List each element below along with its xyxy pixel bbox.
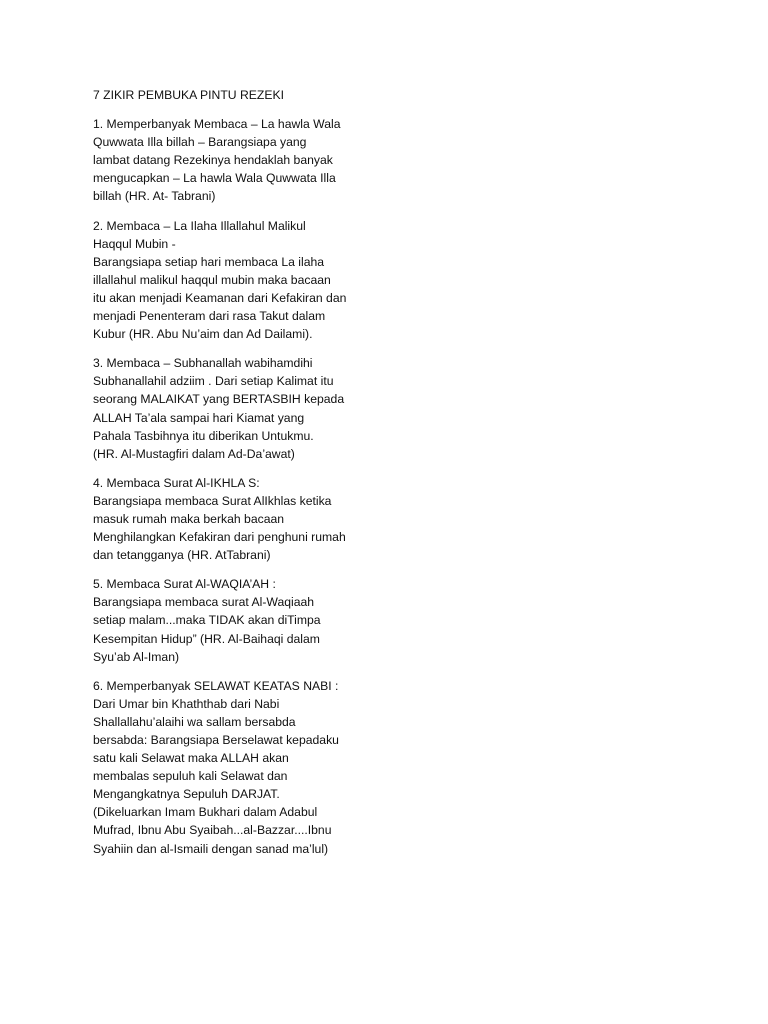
text-line: billah (HR. At- Tabrani) xyxy=(93,189,216,204)
document-body xyxy=(93,86,383,869)
text-line: 3. Membaca – Subhanallah wabihamdihi xyxy=(93,356,313,371)
text-line: seorang MALAIKAT yang BERTASBIH kepada xyxy=(93,392,345,407)
text-line: bersabda: Barangsiapa Berselawat kepadaku xyxy=(93,733,339,747)
text-line: menjadi Penenteram dari rasa Takut dalam xyxy=(93,309,326,324)
text-line: Kesempitan Hidup” (HR. Al-Baihaqi dalam xyxy=(93,631,320,646)
text-line: masuk rumah maka berkah bacaan xyxy=(93,511,285,526)
text-line: illallahul malikul haqqul mubin maka bacaan xyxy=(93,272,331,287)
zikir-item-1 xyxy=(93,115,383,205)
text-line: Menghilangkan Kefakiran dari penghuni rumah xyxy=(93,530,346,545)
text-line: Pahala Tasbihnya itu diberikan Untukmu. xyxy=(93,428,314,443)
text-line: ALLAH Ta’ala sampai hari Kiamat yang xyxy=(93,410,305,425)
text-line: Mufrad, Ibnu Abu Syaibah...al-Bazzar....Ibnu xyxy=(93,823,332,838)
text-line: itu akan menjadi Keamanan dari Kefakiran dan xyxy=(93,290,347,305)
text-line: (HR. Al-Mustagfiri dalam Ad-Da’awat) xyxy=(93,446,295,461)
text-line: Dari Umar bin Khaththab dari Nabi xyxy=(93,696,280,711)
text-line: (Dikeluarkan Imam Bukhari dalam Adabul xyxy=(93,805,318,820)
text-line: dan tetangganya (HR. AtTabrani) xyxy=(93,548,271,563)
text-line: Quwwata Illa billah – Barangsiapa yang xyxy=(93,135,307,150)
text-line: Haqqul Mubin - xyxy=(93,236,176,251)
text-line: setiap malam...maka TIDAK akan diTimpa xyxy=(93,613,321,628)
text-line: 6. Memperbanyak SELAWAT KEATAS NABI : xyxy=(93,678,339,693)
text-line: 2. Membaca – La Ilaha Illallahul Malikul xyxy=(93,218,306,233)
document-title: 7 ZIKIR PEMBUKA PINTU REZEKI xyxy=(93,88,284,102)
text-line: 5. Membaca Surat Al-WAQIA’AH : xyxy=(93,577,276,592)
text-line: Barangsiapa membaca surat Al-Waqiaah xyxy=(93,595,315,610)
text-line: Shallallahu’alaihi wa sallam bersabda xyxy=(93,714,296,729)
text-line: Barangsiapa setiap hari membaca La ilaha xyxy=(93,254,325,269)
text-line: Syu’ab Al-Iman) xyxy=(93,649,180,664)
text-line: mengucapkan – La hawla Wala Quwwata Illa xyxy=(93,171,336,186)
text-line: Mengangkatnya Sepuluh DARJAT. xyxy=(93,787,280,802)
text-line: 4. Membaca Surat Al-IKHLA S: xyxy=(93,475,260,490)
text-line: Kubur (HR. Abu Nu’aim dan Ad Dailami). xyxy=(93,327,313,342)
zikir-item-2 xyxy=(93,217,383,344)
zikir-item-4 xyxy=(93,474,383,564)
text-line: membalas sepuluh kali Selawat dan xyxy=(93,769,288,784)
text-line: lambat datang Rezekinya hendaklah banyak xyxy=(93,153,333,168)
zikir-item-6 xyxy=(93,677,383,858)
text-line: Subhanallahil adziim . Dari setiap Kalimat itu xyxy=(93,374,334,389)
zikir-item-3 xyxy=(93,354,383,463)
text-line: Syahiin dan al-Ismaili dengan sanad ma’lul) xyxy=(93,841,329,856)
text-line: 1. Memperbanyak Membaca – La hawla Wala xyxy=(93,117,341,132)
text-line: satu kali Selawat maka ALLAH akan xyxy=(93,751,289,766)
text-line: Barangsiapa membaca Surat AlIkhlas ketika xyxy=(93,493,332,508)
zikir-item-5 xyxy=(93,575,383,665)
